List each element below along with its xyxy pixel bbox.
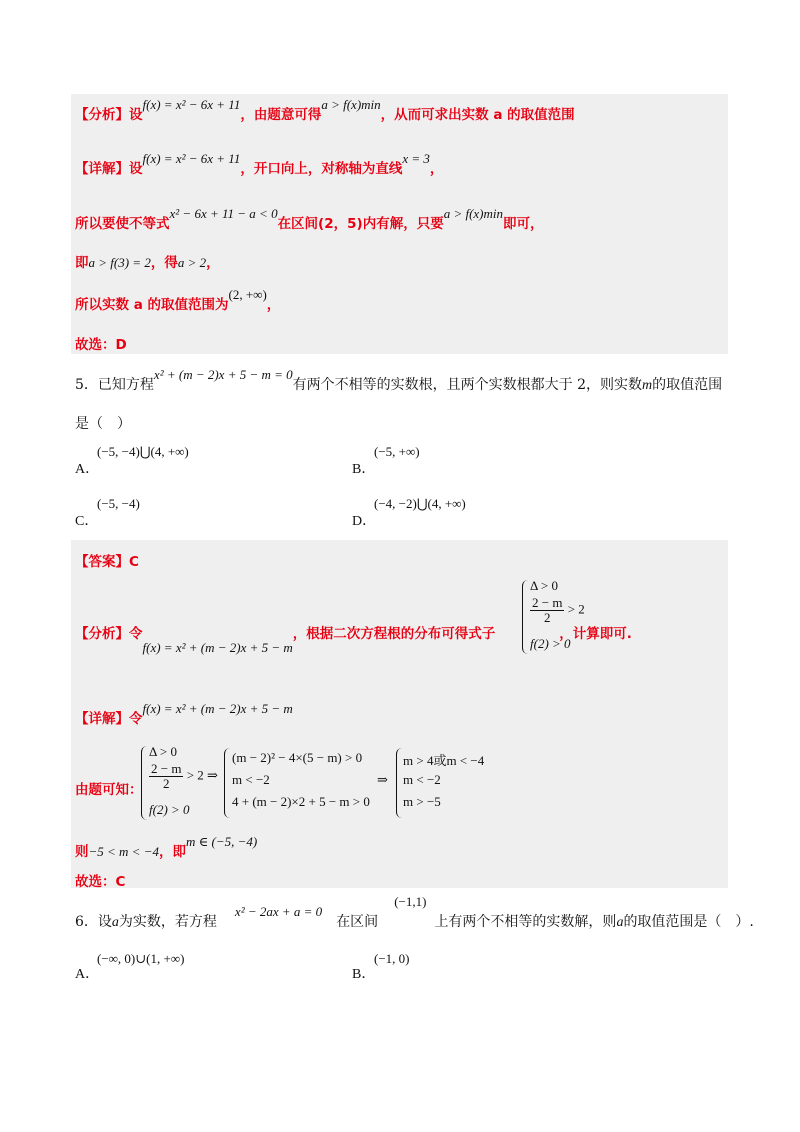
choice-text: 故选：D: [75, 337, 127, 353]
q5-option-d[interactable]: (−4, −2)⋃(4, +∞) D．: [352, 496, 466, 529]
answer-text: 【答案】C: [75, 554, 139, 570]
system-brace-d: [396, 748, 403, 818]
answer-line: [75, 550, 139, 570]
system-d: m > 4或m < −4 m < −2 m > −5: [403, 753, 485, 809]
detail-line-2: 【详解】令f(x) = x² + (m − 2)x + 5 − m: [75, 701, 293, 727]
q5-option-c[interactable]: (−5, −4) C．: [75, 496, 140, 529]
q5-option-b[interactable]: (−5, +∞) B．: [352, 444, 420, 477]
system-brace-b: [141, 746, 148, 820]
q5-option-a[interactable]: (−5, −4)⋃(4, +∞) A．: [75, 444, 189, 477]
condition-expr: a > f(x)min: [321, 97, 381, 112]
q6-option-b[interactable]: (−1, 0) B．: [352, 951, 410, 982]
evaluation-line: 即a > f(3) = 2，得a > 2，: [75, 255, 220, 271]
implies-arrow: ⇒: [377, 772, 388, 787]
choice-line-2: 故选：C: [75, 874, 126, 890]
range-line: 所以实数 a 的取值范围为(2, +∞)，: [75, 287, 281, 313]
system-b: Δ > 0 $\frac{2 - m}{2}$ > 2 ⇒ f(2) > 0: [149, 744, 218, 817]
detail-tag: 【详解】设: [75, 161, 143, 177]
system-brace-a: [522, 580, 529, 654]
detail-line: 【详解】设f(x) = x² − 6x + 11，开口向上，对称轴为直线x = 3，: [75, 151, 444, 177]
system-brace-c: [224, 748, 231, 818]
known-line: 由题可知：: [75, 782, 143, 798]
q6-equation: x² − 2ax + a = 0: [234, 904, 323, 919]
function-expr: f(x) = x² − 6x + 11: [142, 97, 241, 112]
question-5: 5．已知方程x² + (m − 2)x + 5 − m = 0有两个不相等的实数根，且两个实数根都大于 2，则实数m的取值范围: [75, 367, 723, 393]
inequality-line: 所以要使不等式x² − 6x + 11 − a < 0在区间(2，5)内有解，只要a > f(x)min即可，: [75, 206, 544, 232]
q6-option-a[interactable]: (−∞, 0)∪(1, +∞) A．: [75, 951, 185, 982]
q5-equation: x² + (m − 2)x + 5 − m = 0: [153, 367, 293, 382]
question-6: 6．设a为实数，若方程x² − 2ax + a = 0在区间(−1,1)上有两个不相等的实数解，则a的取值范围是（ ）.: [75, 894, 754, 930]
then-line: 则−5 < m < −4，即m ∈ (−5, −4): [75, 834, 258, 860]
question-5-line2: 是（ ）: [75, 416, 131, 432]
analysis-tag: 【分析】设: [75, 107, 143, 123]
analysis-line-2: 【分析】令f(x) = x² + (m − 2)x + 5 − m，根据二次方程根的分布可得式子 ，计算即可.: [75, 626, 632, 655]
system-a: Δ > 0 $\frac{2 - m}{2}$ > 2 f(2) > 0: [530, 578, 585, 651]
system-c: (m − 2)² − 4×(5 − m) > 0 m < −2 4 + (m − 2)×2 + 5 − m > 0: [232, 750, 370, 809]
analysis-line: 【分析】设f(x) = x² − 6x + 11，由题意可得a > f(x)min，从而可求出实数 a 的取值范围: [75, 97, 575, 123]
choice-line: [75, 333, 127, 353]
